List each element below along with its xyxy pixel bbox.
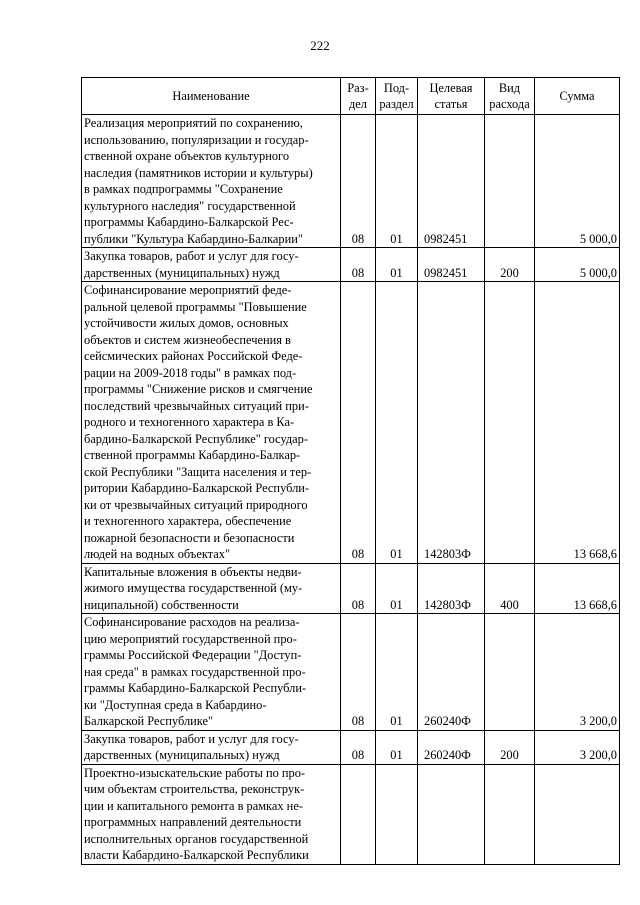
row-name: Софинансирование расходов на реализа- цию мероприятий государственной про- граммы Российской Федерации "Доступ- ная среда" в рамках государственной про- граммы Кабардино-Балкарской Республи- ки "Доступная среда в Кабардино- Балкарской Республике" bbox=[82, 614, 341, 731]
header-vid-label: Вид расхода bbox=[489, 81, 530, 111]
row-podrazdel: 01 bbox=[376, 248, 418, 282]
row-vid: 200 bbox=[485, 248, 535, 282]
row-vid bbox=[485, 115, 535, 248]
row-podrazdel: 01 bbox=[376, 563, 418, 614]
row-vid: 400 bbox=[485, 563, 535, 614]
row-vid bbox=[485, 282, 535, 564]
row-statya bbox=[418, 764, 485, 864]
row-statya: 260240Ф bbox=[418, 730, 485, 764]
header-vid bbox=[485, 78, 535, 115]
budget-table bbox=[81, 77, 620, 865]
row-statya: 0982451 bbox=[418, 248, 485, 282]
row-name: Проектно-изыскательские работы по про- чим объектам строительства, реконструк- ции и капитального ремонта в рамках не- программных направлений деятельности исполнительных органов государственной власти Кабардино-Балкарской Республики bbox=[82, 764, 341, 864]
table-header-row bbox=[82, 78, 620, 115]
row-podrazdel: 01 bbox=[376, 730, 418, 764]
row-razdel: 08 bbox=[341, 115, 376, 248]
row-razdel: 08 bbox=[341, 614, 376, 731]
header-podrazdel-label: Под- раздел bbox=[379, 81, 414, 111]
row-summa: 3 200,0 bbox=[535, 614, 620, 731]
row-summa: 13 668,6 bbox=[535, 282, 620, 564]
header-summa bbox=[535, 78, 620, 115]
row-name: Закупка товаров, работ и услуг для госу- дарственных (муниципальных) нужд bbox=[82, 730, 341, 764]
row-razdel: 08 bbox=[341, 563, 376, 614]
row-vid bbox=[485, 614, 535, 731]
row-podrazdel: 01 bbox=[376, 282, 418, 564]
row-summa bbox=[535, 764, 620, 864]
row-vid: 200 bbox=[485, 730, 535, 764]
header-statya bbox=[418, 78, 485, 115]
row-statya: 260240Ф bbox=[418, 614, 485, 731]
row-vid bbox=[485, 764, 535, 864]
row-summa: 5 000,0 bbox=[535, 115, 620, 248]
table-row bbox=[82, 614, 620, 731]
header-razdel-label: Раз- дел bbox=[347, 81, 369, 111]
table-row bbox=[82, 730, 620, 764]
header-statya-label: Целевая статья bbox=[429, 81, 473, 111]
table-row bbox=[82, 115, 620, 248]
row-statya: 142803Ф bbox=[418, 563, 485, 614]
row-razdel bbox=[341, 764, 376, 864]
row-podrazdel: 01 bbox=[376, 115, 418, 248]
row-statya: 0982451 bbox=[418, 115, 485, 248]
row-summa: 13 668,6 bbox=[535, 563, 620, 614]
table-row bbox=[82, 563, 620, 614]
row-name: Софинансирование мероприятий феде- ральной целевой программы "Повышение устойчивости жилых домов, основных объектов и систем жизнеобеспечения в сейсмических районах Российской Феде- рации на 2009-2018 годы" в рамках под- программы "Снижение рисков и смягчение последствий чрезвычайных ситуаций при- родного и техногенного характера в Ка- бардино-Балкарской Республике" государ- ственной программы Кабардино-Балкар- ской Республики "Защита населения и тер- ритории Кабардино-Балкарской Республи- ки от чрезвычайных ситуаций природного и техногенного характера, обеспечение пожарной безопасности и безопасности людей на водных объектах" bbox=[82, 282, 341, 564]
table-row bbox=[82, 282, 620, 564]
row-name: Капитальные вложения в объекты недви- жимого имущества государственной (му- ниципальной) собственности bbox=[82, 563, 341, 614]
row-razdel: 08 bbox=[341, 248, 376, 282]
row-summa: 3 200,0 bbox=[535, 730, 620, 764]
header-name-label: Наименование bbox=[172, 89, 250, 103]
row-podrazdel bbox=[376, 764, 418, 864]
table-row bbox=[82, 764, 620, 864]
header-name bbox=[82, 78, 341, 115]
row-razdel: 08 bbox=[341, 282, 376, 564]
page-number: 222 bbox=[310, 38, 330, 53]
row-name: Реализация мероприятий по сохранению, использованию, популяризации и государ- ственной охране объектов культурного наследия (памятников истории и культуры) в рамках подпрограммы "Сохранение культурного наследия" государственной программы Кабардино-Балкарской Рес- публики "Культура Кабардино-Балкарии" bbox=[82, 115, 341, 248]
header-razdel bbox=[341, 78, 376, 115]
row-statya: 142803Ф bbox=[418, 282, 485, 564]
header-podrazdel bbox=[376, 78, 418, 115]
row-podrazdel: 01 bbox=[376, 614, 418, 731]
header-summa-label: Сумма bbox=[559, 89, 595, 103]
row-summa: 5 000,0 bbox=[535, 248, 620, 282]
table-row bbox=[82, 248, 620, 282]
row-razdel: 08 bbox=[341, 730, 376, 764]
row-name: Закупка товаров, работ и услуг для госу- дарственных (муниципальных) нужд bbox=[82, 248, 341, 282]
